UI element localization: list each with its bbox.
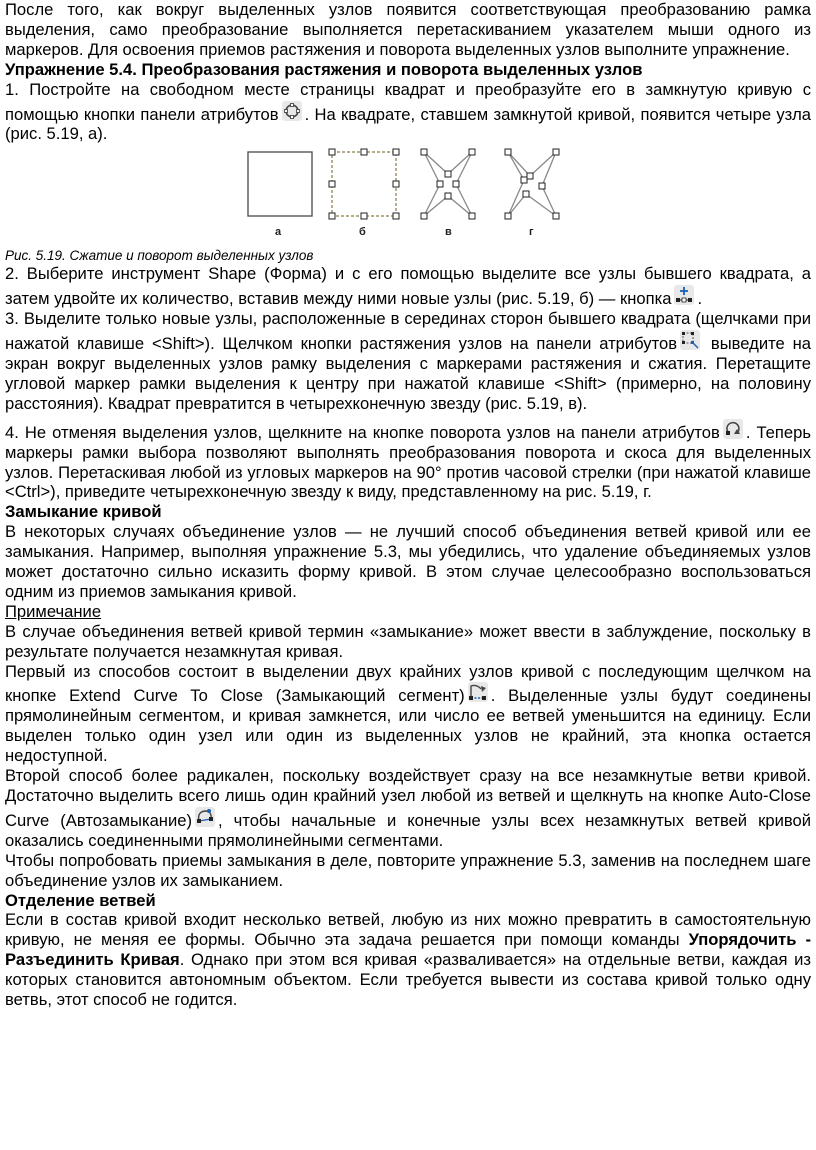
note-text: В случае объединения ветвей кривой термин «замыкание» может ввести в заблуждение, поскольку в результате получается незамкнутая кривая.	[5, 621, 811, 661]
figure-caption: Рис. 5.19. Сжатие и поворот выделенных узлов	[5, 248, 314, 264]
note-title: Примечание	[5, 601, 102, 621]
figure-label-c: в	[445, 226, 452, 239]
split-paragraph	[5, 910, 811, 1010]
method-2	[5, 766, 811, 851]
step-4-text-a: 4. Не отменяя выделения узлов, щелкните на кнопке поворота узлов на панели атрибутов	[5, 422, 720, 442]
step-1-text-a: 1. Постройте на свободном месте страницы квадрат и преобразуйте его в замкнутую кривую с помощью кнопки панели атрибутов	[5, 79, 811, 124]
closing-paragraph: В некоторых случаях объединение узлов — не лучший способ объединения ветвей кривой или ее замыкания. Например, выполняя упражнение 5.3, мы убедились, что удаление объединяемых узлов может достаточно сильно исказить форму кривой. В этом случае целесообразно воспользоваться одним из приемов замыкания кривой.	[5, 522, 811, 601]
step-3	[5, 309, 811, 414]
step-1	[5, 80, 811, 145]
method-2-text-a: Второй способ более радикален, поскольку воздействует сразу на все незамкнутые ветви кривой. Достаточно выделить всего лишь один крайний узел любой из ветвей и щелкнуть на кнопке Auto-Close Curve (Автозамыкание)	[5, 766, 811, 830]
step-3-text-a: 3. Выделите только новые узлы, расположенные в серединах сторон бывшего квадрата (щелчками при нажатой клавише <Shift>). Щелчком кнопки растяжения узлов на панели атрибутов	[5, 309, 811, 354]
extend-curve-icon	[467, 681, 489, 703]
figure-5-19	[5, 146, 811, 246]
method-2-text-b: , чтобы начальные и конечные узлы всех незамкнутых ветвей кривой оказались соединенными прямолинейными сегментами.	[5, 810, 811, 850]
method-1-text-a: Первый из способов состоит в выделении двух крайних узлов кривой с последующим щелчком на кнопке Extend Curve To Close (Замыкающий сегмент)	[5, 661, 811, 706]
step-4-text-b: . Теперь маркеры рамки выбора позволяют выполнять преобразования поворота и скоса для выделенных узлов. Перетаскивая любой из угловых маркеров на 90° против часовой стрелки (при нажатой клавише <Ctrl>), приведите четырехконечную звезду к виду, представленному на рис. 5.19, г.	[5, 422, 812, 502]
rotate-nodes-icon	[722, 418, 744, 440]
step-1-text-b: . На квадрате, ставшем замкнутой кривой, появится четыре узла (рис. 5.19, а).	[5, 104, 811, 144]
try-paragraph: Чтобы попробовать приемы замыкания в деле, повторите упражнение 5.3, заменив на последнем шаге объединение узлов их замыканием.	[5, 850, 811, 890]
figure-a-square	[248, 152, 312, 216]
split-text-b: . Однако при этом вся кривая «разваливается» на отдельные ветви, каждая из которых становится автономным объектом. Если требуется вывести из состава кривой только одну ветвь, этот способ не годится.	[5, 950, 811, 1010]
add-node-icon	[673, 284, 695, 306]
split-command: Упорядочить - Разъединить Кривая	[5, 930, 811, 970]
figure-b-square-nodes	[329, 149, 399, 219]
figure-label-b: б	[359, 226, 366, 239]
step-4	[5, 418, 811, 503]
step-3-text-b: выведите на экран вокруг выделенных узлов рамку выделения с маркерами растяжения и сжатия. Перетащите угловой маркер рамки выделения к центру при нажатой клавише <Shift> (примерно, на половину расстояния). Квадрат превратится в четырехконечную звезду (рис. 5.19, в).	[5, 334, 811, 413]
intro-paragraph: После того, как вокруг выделенных узлов появится соответствующая преобразованию рамка выделения, само преобразование выполняется перетаскиванием указателем мыши одного из маркеров. Для освоения приемов растяжения и поворота выделенных узлов выполните упражнение.	[5, 0, 811, 59]
stretch-nodes-icon	[679, 329, 701, 351]
convert-to-curve-icon	[281, 100, 303, 122]
split-text-a: Если в состав кривой входит несколько ветвей, любую из них можно превратить в самостоятельную кривую, не меняя ее формы. Обычно эта задача решается при помощи команды	[5, 910, 811, 950]
figure-label-d: г	[529, 226, 534, 239]
split-heading: Отделение ветвей	[5, 890, 156, 910]
figure-label-a: а	[275, 226, 282, 239]
method-1	[5, 662, 811, 767]
figure-d-rotated-star	[505, 149, 559, 219]
step-2-text-a: 2. Выберите инструмент Shape (Форма) и с его помощью выделите все узлы бывшего квадрата, а затем удвойте их количество, вставив между ними новые узлы (рис. 5.19, б) — кнопка	[5, 264, 811, 309]
closing-heading: Замыкание кривой	[5, 502, 162, 522]
method-1-text-b: . Выделенные узлы будут соединены прямолинейным сегментом, и кривая замкнется, или число ее ветвей уменьшится на единицу. Если выделен только один узел или один из выделенных узлов не крайний, эта кнопка остается недоступной.	[5, 686, 811, 766]
step-2-text-b: .	[697, 289, 703, 309]
figure-drawing	[5, 146, 811, 246]
step-2	[5, 264, 811, 309]
auto-close-icon	[194, 806, 216, 828]
figure-c-star	[421, 149, 475, 219]
exercise-heading: Упражнение 5.4. Преобразования растяжения и поворота выделенных узлов	[5, 59, 643, 79]
